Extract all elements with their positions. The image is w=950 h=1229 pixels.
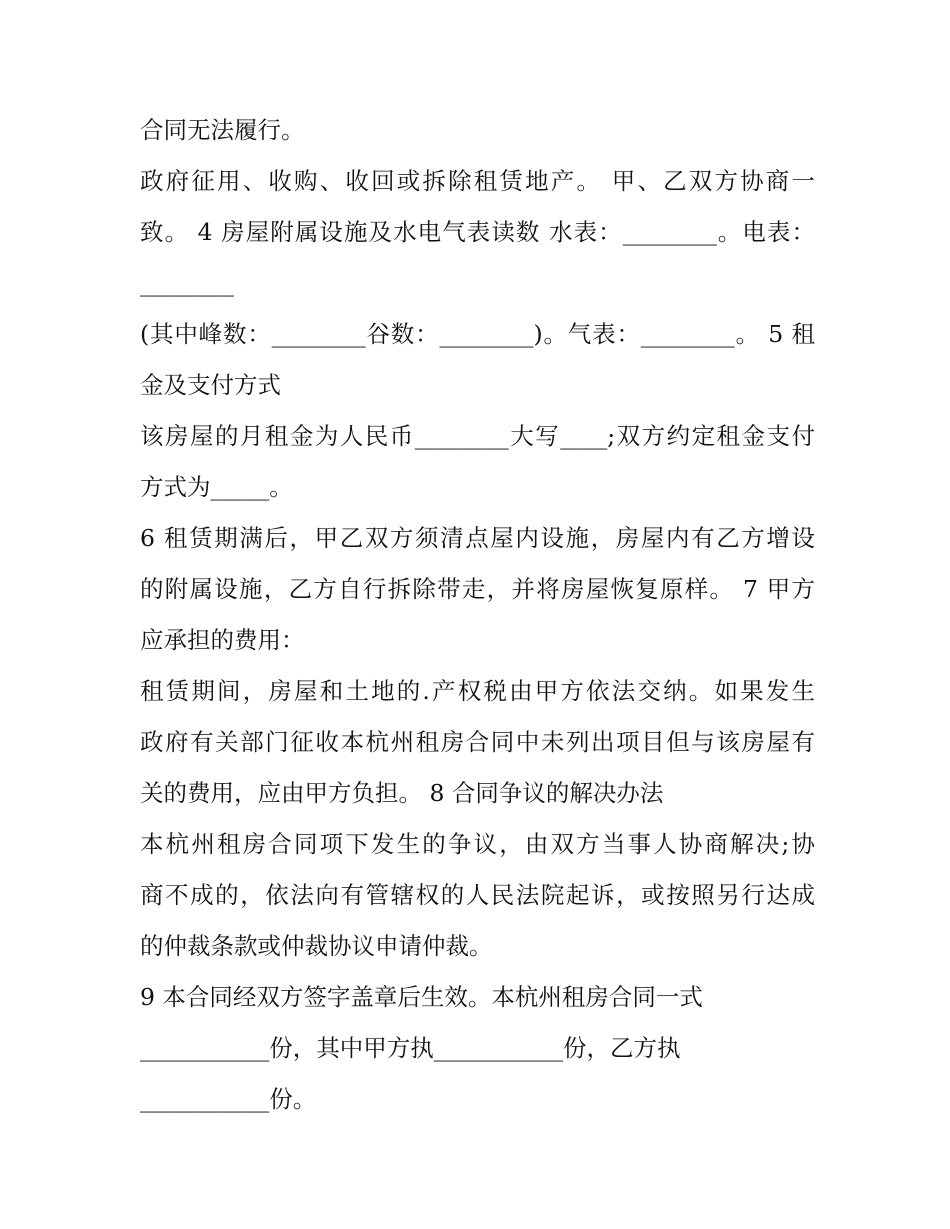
text-line: 政府征用、收购、收回或拆除租赁地产。 甲、乙双方协商一: [140, 167, 815, 195]
text-line: 该房屋的月租金为人民币________大写____;双方约定租金支付: [140, 422, 815, 450]
text-line: 的附属设施，乙方自行拆除带走，并将房屋恢复原样。 7 甲方: [140, 575, 815, 603]
text-line: 致。 4 房屋附属设施及水电气表读数 水表：________。电表：: [140, 218, 815, 246]
text-line: 政府有关部门征收本杭州租房合同中未列出项目但与该房屋有: [140, 728, 815, 756]
text-line: 应承担的费用：: [140, 626, 305, 654]
text-line: 关的费用，应由甲方负担。 8 合同争议的解决办法: [140, 779, 664, 807]
text-line: ___________份，其中甲方执___________份，乙方执: [140, 1034, 681, 1062]
text-line: ________: [140, 269, 234, 297]
text-line: 合同无法履行。: [140, 116, 305, 144]
text-line: ___________份。: [140, 1085, 317, 1113]
text-line: 9 本合同经双方签字盖章后生效。本杭州租房合同一式: [140, 983, 703, 1011]
text-line: 6 租赁期满后，甲乙双方须清点屋内设施，房屋内有乙方增设: [140, 524, 815, 552]
text-line: (其中峰数：________谷数：________)。气表：________。 5 租: [140, 320, 815, 348]
text-line: 方式为_____。: [140, 473, 293, 501]
text-line: 商不成的，依法向有管辖权的人民法院起诉，或按照另行达成: [140, 881, 815, 909]
contract-text: [140, 105, 815, 1125]
text-line: 本杭州租房合同项下发生的争议，由双方当事人协商解决;协: [140, 830, 815, 858]
text-line: 金及支付方式: [140, 371, 281, 399]
text-line: 租赁期间，房屋和土地的.产权税由甲方依法交纳。如果发生: [140, 677, 815, 705]
text-line: 的仲裁条款或仲裁协议申请仲裁。: [140, 932, 493, 960]
